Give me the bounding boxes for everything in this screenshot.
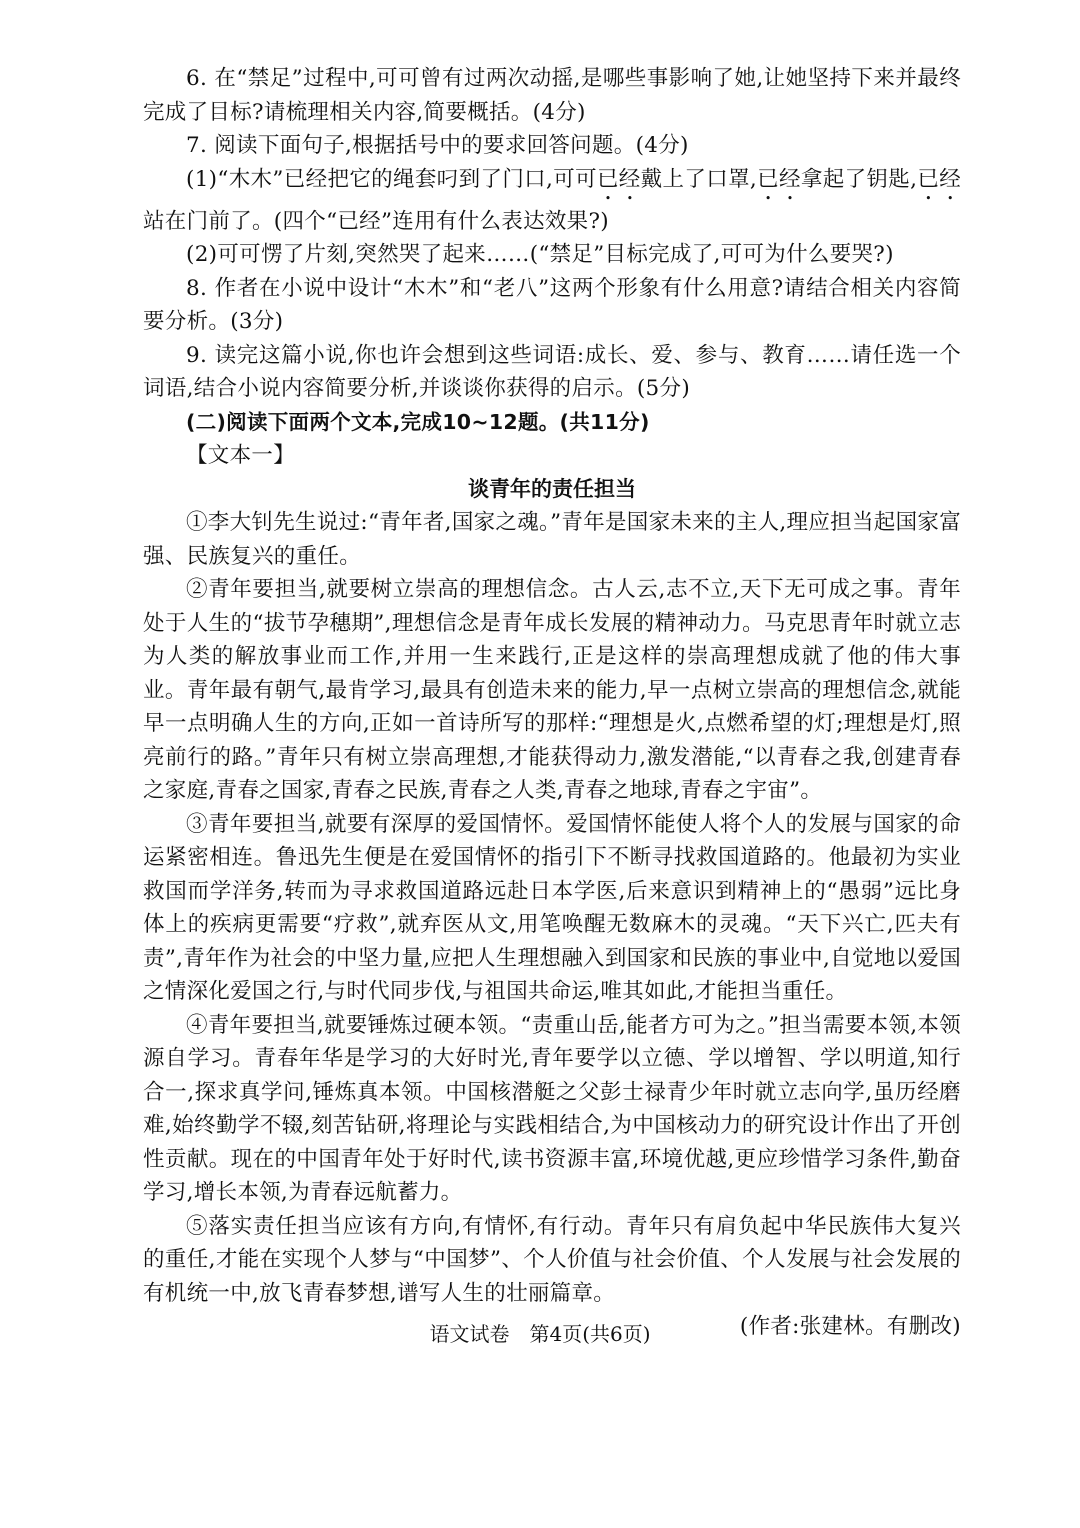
page-footer: 语文试卷 第4页(共6页)	[429, 1322, 651, 1346]
question-7-1-part-c: 拿起了钥匙,	[800, 166, 918, 192]
article-title: 谈青年的责任担当	[468, 476, 636, 501]
question-9: 9. 读完这篇小说,你也许会想到这些词语:成长、爱、参与、教育……请任选一个词语,结合小说内容简要分析,并谈谈你获得的启示。(5分)	[143, 342, 961, 401]
article-paragraph-2: ②青年要担当,就要树立崇高的理想信念。古人云,志不立,天下无可成之事。青年处于人生的“拔节孕穗期”,理想信念是青年成长发展的精神动力。马克思青年时就立志为人类的解放事业而工作,并用一生来践行,正是这样的崇高理想成就了他的伟大事业。青年最有朝气,最肯学习,最具有创造未来的能力,早一点树立崇高的理想信念,就能早一点明确人生的方向,正如一首诗所写的那样:“理想是火,点燃希望的灯;理想是灯,照亮前行的路。”青年只有树立崇高理想,才能获得动力,激发潜能,“以青春之我,创建青春之家庭,青春之国家,青春之民族,青春之人类,青春之地球,青春之宇宙”。	[143, 577, 961, 803]
emphasis-yijing-3: 已经	[917, 166, 961, 192]
question-7-1-part-a: (1)“木木”已经把它的绳套叼到了门口,可可	[186, 166, 597, 192]
emphasis-yijing-2: 已经	[757, 166, 801, 192]
article-paragraph-5: ⑤落实责任担当应该有方向,有情怀,有行动。青年只有肩负起中华民族伟大复兴的重任,才能在实现个人梦与“中国梦”、个人价值与社会价值、个人发展与社会发展的有机统一中,放飞青春梦想,谱写人生的壮丽篇章。	[143, 1213, 961, 1306]
article-source: (作者:张建林。有删改)	[739, 1314, 961, 1339]
question-7: 7. 阅读下面句子,根据括号中的要求回答问题。(4分)	[186, 133, 689, 158]
exam-page	[143, 62, 961, 1344]
section-heading: (二)阅读下面两个文本,完成10~12题。(共11分)	[186, 409, 650, 434]
question-8: 8. 作者在小说中设计“木木”和“老八”这两个形象有什么用意?请结合相关内容简要分析。(3分)	[143, 275, 961, 334]
question-7-1	[143, 163, 961, 239]
question-7-1-part-d: 站在门前了。(四个“已经”连用有什么表达效果?)	[143, 208, 609, 234]
article-paragraph-1: ①李大钊先生说过:“青年者,国家之魂。”青年是国家未来的主人,理应担当起国家富强、民族复兴的重任。	[143, 510, 961, 569]
question-7-2: (2)可可愣了片刻,突然哭了起来……(“禁足”目标完成了,可可为什么要哭?)	[186, 242, 894, 267]
question-7-1-part-b: 戴上了口罩,	[640, 166, 758, 192]
text-one-label: 【文本一】	[186, 443, 296, 468]
question-6: 6. 在“禁足”过程中,可可曾有过两次动摇,是哪些事影响了她,让她坚持下来并最终完成了目标?请梳理相关内容,简要概括。(4分)	[143, 66, 961, 125]
emphasis-yijing-1: 已经	[596, 166, 641, 192]
article-paragraph-3: ③青年要担当,就要有深厚的爱国情怀。爱国情怀能使人将个人的发展与国家的命运紧密相连。鲁迅先生便是在爱国情怀的指引下不断寻找救国道路的。他最初为实业救国而学洋务,转而为寻求救国道路远赴日本学医,后来意识到精神上的“愚弱”远比身体上的疾病更需要“疗救”,就弃医从文,用笔唤醒无数麻木的灵魂。“天下兴亡,匹夫有责”,青年作为社会的中坚力量,应把人生理想融入到国家和民族的事业中,自觉地以爱国之情深化爱国之行,与时代同步伐,与祖国共命运,唯其如此,才能担当重任。	[143, 811, 961, 1004]
article-paragraph-4: ④青年要担当,就要锤炼过硬本领。“责重山岳,能者方可为之。”担当需要本领,本领源自学习。青春年华是学习的大好时光,青年要学以立德、学以增智、学以明道,知行合一,探求真学问,锤炼真本领。中国核潜艇之父彭士禄青少年时就立志向学,虽历经磨难,始终勤学不辍,刻苦钻研,将理论与实践相结合,为中国核动力的研究设计作出了开创性贡献。现在的中国青年处于好时代,读书资源丰富,环境优越,更应珍惜学习条件,勤奋学习,增长本领,为青春远航蓄力。	[143, 1012, 961, 1205]
